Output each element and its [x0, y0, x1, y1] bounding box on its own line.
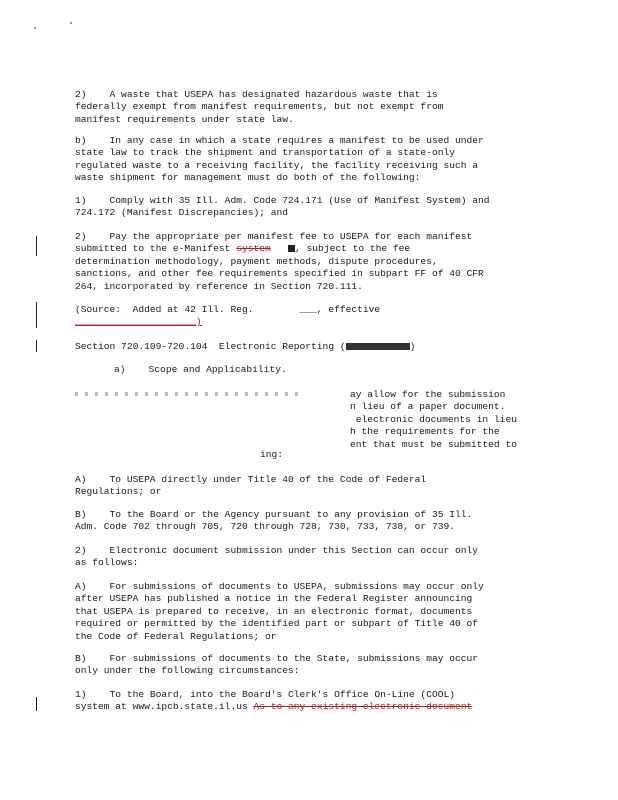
text-line: b) In any case in which a state requires a manifest to be used under — [75, 135, 484, 146]
text-line: waste shipment for management must do both of the following: — [75, 172, 421, 184]
text-line — [75, 701, 472, 713]
struck-text: system — [236, 243, 271, 255]
paragraph-fragment — [350, 389, 517, 451]
text-line: electronic documents in lieu — [350, 413, 517, 425]
text-segment: system at www.ipcb.state.il.us — [75, 701, 254, 713]
text-line: Regulations; or — [75, 486, 162, 498]
text-line: 264, incorporated by reference in Section 720.111. — [75, 280, 363, 292]
text-line: _____________________) — [75, 316, 202, 328]
paragraph-to-usepa — [75, 474, 426, 499]
faded-text-line — [75, 392, 305, 396]
text-line: sanctions, and other fee requirements specified in subpart FF of 40 CFR — [75, 268, 484, 280]
text-line: manifest requirements under state law. — [75, 113, 294, 125]
subsection-scope — [114, 364, 287, 376]
paragraph-fragment-end — [260, 449, 283, 461]
change-bar — [36, 236, 37, 256]
change-bar — [36, 697, 37, 711]
section-title: Section 720.109-720.104 Electronic Reporting ( — [75, 341, 346, 352]
text-line: after USEPA has published a notice in the Federal Register announcing — [75, 593, 473, 605]
text-line: 2) A waste that USEPA has designated hazardous waste that is — [75, 89, 438, 100]
redaction-mark — [346, 343, 410, 350]
text-line: determination methodology, payment methods, dispute procedures, — [75, 255, 438, 267]
text-line: Adm. Code 702 through 705, 720 through 728, 730, 733, 738, or 739. — [75, 521, 455, 533]
scan-speck — [70, 22, 72, 24]
section-heading — [75, 341, 415, 353]
text-segment: ) — [409, 341, 416, 352]
text-line: ent that must be submitted to — [350, 438, 517, 450]
paragraph-submission-conditions — [75, 545, 478, 570]
text-line: B) To the Board or the Agency pursuant to any provision of 35 Ill. — [75, 509, 473, 520]
scan-speck — [34, 27, 36, 29]
paragraph-federally-exempt — [75, 89, 443, 126]
text-line: 1) To the Board, into the Board's Clerk's Office On-Line (COOL) — [75, 689, 455, 700]
text-line: 724.172 (Manifest Discrepancies); and — [75, 207, 289, 219]
source-note — [75, 304, 380, 329]
text-line: that USEPA is prepared to receive, in an electronic format, documents — [75, 605, 473, 617]
text-line: only under the following circumstances: — [75, 665, 300, 677]
text-line: 2) Pay the appropriate per manifest fee to USEPA for each manifest — [75, 231, 473, 242]
text-line: (Source: Added at 42 Ill. Reg. ___, effective — [75, 304, 381, 315]
text-segment: submitted to the e-Manifest — [75, 243, 237, 255]
struck-text: As to any existing electronic document — [253, 701, 473, 713]
text-line: ay allow for the submission — [350, 389, 506, 400]
change-bar — [36, 340, 37, 352]
redaction-mark — [288, 245, 295, 252]
text-line: ing: — [260, 449, 284, 460]
text-line: h the requirements for the — [350, 426, 500, 438]
paragraph-state-submissions — [75, 653, 478, 678]
text-line: A) To USEPA directly under Title 40 of the Code of Federal — [75, 474, 427, 485]
text-line — [75, 243, 484, 255]
paragraph-to-board — [75, 509, 472, 534]
change-bar — [36, 302, 37, 328]
paragraph-pay-fee — [75, 231, 484, 293]
text-line: a) Scope and Applicability. — [114, 364, 287, 375]
paragraph-board-cool — [75, 689, 472, 714]
text-line: the Code of Federal Regulations; or — [75, 630, 277, 642]
paragraph-state-manifest — [75, 135, 484, 185]
text-line: n lieu of a paper document. — [350, 401, 506, 413]
text-line: as follows: — [75, 557, 139, 569]
text-line: required or permitted by the identified part or subpart of Title 40 of — [75, 618, 479, 630]
text-line: B) For submissions of documents to the State, submissions may occur — [75, 653, 479, 664]
text-line: 2) Electronic document submission under this Section can occur only — [75, 545, 479, 556]
text-line: state law to track the shipment and transportation of a state-only — [75, 147, 455, 159]
text-line: 1) Comply with 35 Ill. Adm. Code 724.171 (Use of Manifest System) and — [75, 195, 490, 206]
text-line: federally exempt from manifest requirements, but not exempt from — [75, 101, 444, 113]
text-line: A) For submissions of documents to USEPA, submissions may occur only — [75, 581, 484, 592]
text-line: regulated waste to a receiving facility, the facility receiving such a — [75, 159, 479, 171]
paragraph-comply — [75, 195, 490, 220]
paragraph-usepa-submissions — [75, 581, 484, 643]
text-segment: , subject to the fee — [295, 243, 411, 255]
